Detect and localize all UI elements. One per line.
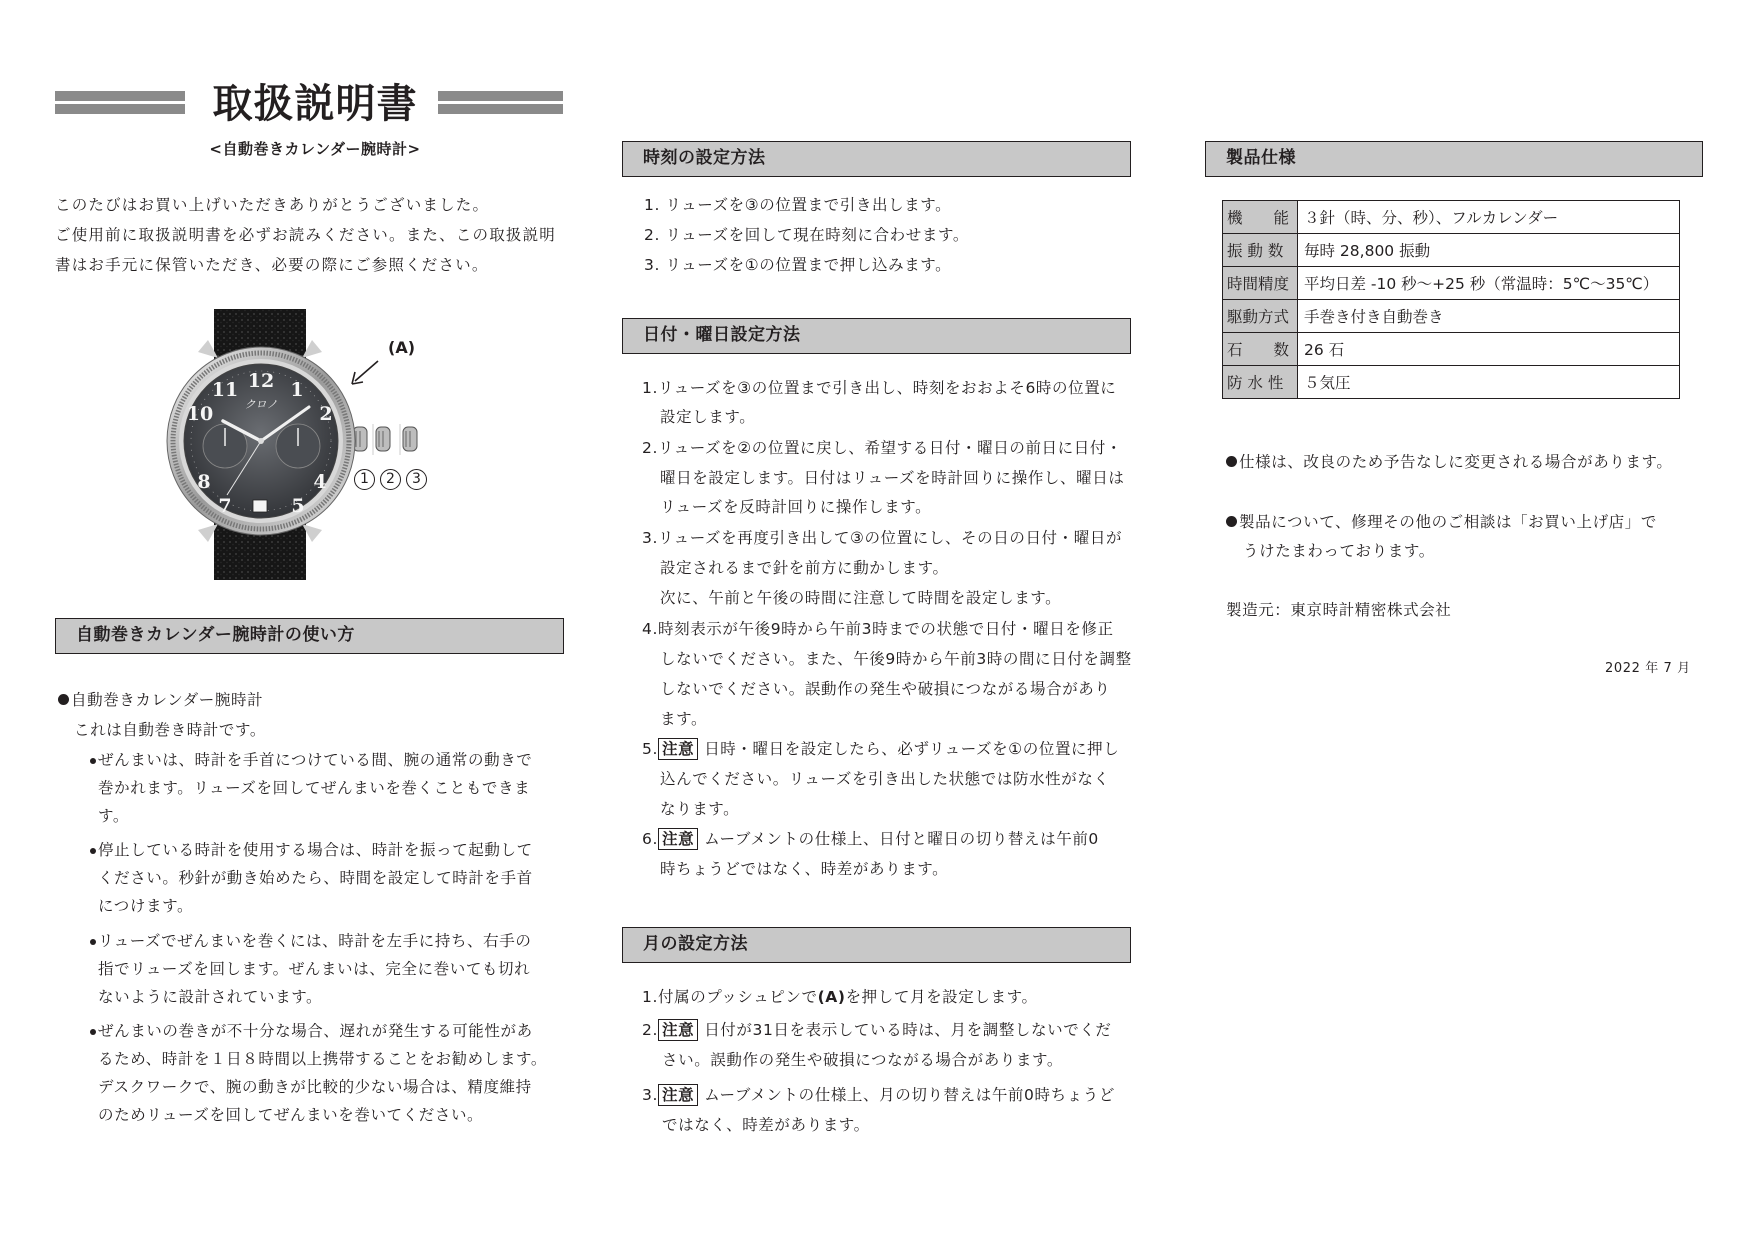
spec-value: 手巻き付き自動巻き: [1298, 300, 1680, 333]
table-row: [1223, 366, 1680, 399]
time-step: 2. リューズを回して現在時刻に合わせます。: [644, 226, 969, 244]
title-stripe-left-bottom: [55, 104, 185, 114]
svg-text:2: 2: [319, 403, 333, 425]
usage-bullet-line: につけます。: [98, 897, 194, 915]
date-step-line: なります。: [660, 800, 740, 818]
date-step-5: 5. 注意 日時・曜日を設定したら、必ずリューズを①の位置に押し: [642, 740, 1120, 758]
date-step-line: 設定されるまで針を前方に動かします。: [660, 559, 949, 577]
svg-text:クロノ: クロノ: [244, 398, 278, 411]
date-step-line: しないでください。また、午後9時から午前3時の間に日付を調整: [660, 650, 1132, 668]
month-step-line: さい。誤動作の発生や破損につながる場合があります。: [662, 1051, 1063, 1069]
usage-bullet-line: ください。秒針が動き始めたら、時間を設定して時計を手首: [98, 869, 533, 887]
specs-heading: 製品仕様: [1205, 141, 1703, 177]
intro-line: このたびはお買い上げいただきありがとうございました。: [55, 196, 490, 214]
usage-heading: 自動巻きカレンダー腕時計の使い方: [55, 618, 564, 654]
bullet-icon: [90, 939, 96, 945]
spec-value: ５気圧: [1298, 366, 1680, 399]
date-step-line: 設定します。: [660, 408, 756, 426]
caution-tag: 注意: [658, 828, 698, 850]
svg-text:8: 8: [197, 471, 211, 493]
spec-label: 防 水 性: [1223, 366, 1298, 399]
usage-bullet-line: デスクワークで、腕の動きが比較的少ない場合は、精度維持: [98, 1078, 532, 1096]
crown-position-1-label: 1: [354, 469, 375, 490]
month-step-2: 2. 注意 日付が31日を表示している時は、月を調整しないでくだ: [642, 1021, 1112, 1039]
spec-label: 石 数: [1223, 333, 1298, 366]
usage-bullet: ぜんまいの巻きが不十分な場合、遅れが発生する可能性があ: [90, 1019, 533, 1041]
spec-note: 製品について、修理その他のご相談は「お買い上げ店」で: [1226, 510, 1657, 532]
crown-position-labels: [354, 468, 432, 490]
table-row: [1223, 267, 1680, 300]
date-step-line: 3.リューズを再度引き出して③の位置にし、その日の日付・曜日が: [642, 529, 1123, 547]
date-step-line: 時ちょうどではなく、時差があります。: [660, 860, 949, 878]
intro-line: 書はお手元に保管いただき、必要の際にご参照ください。: [55, 256, 489, 274]
usage-bullet: ぜんまいは、時計を手首につけている間、腕の通常の動きで: [90, 748, 532, 770]
title-stripe-left-top: [55, 91, 185, 101]
date-step-line: 4.時刻表示が午後9時から午前3時までの状態で日付・曜日を修正: [642, 620, 1114, 638]
crown-position-2-label: 2: [380, 469, 401, 490]
crown-pos-2: [373, 424, 390, 455]
usage-bullet-line: るため、時計を１日８時間以上携帯することをお勧めします。: [98, 1050, 547, 1068]
time-setting-heading: 時刻の設定方法: [622, 141, 1131, 177]
intro-line: ご使用前に取扱説明書を必ずお読みください。また、この取扱説明: [55, 226, 557, 244]
svg-text:12: 12: [247, 370, 275, 392]
time-step: 1. リューズを③の位置まで引き出します。: [644, 196, 952, 214]
bullet-icon: [58, 694, 69, 705]
spec-note: 仕様は、改良のため予告なしに変更される場合があります。: [1226, 450, 1672, 472]
date-step-line: しないでください。誤動作の発生や破損につながる場合があり: [660, 680, 1111, 698]
bullet-icon: [1226, 516, 1237, 527]
title-stripe-right-top: [438, 91, 563, 101]
svg-text:1: 1: [290, 379, 304, 401]
intro-paragraph: [55, 190, 575, 280]
spec-value: ３針（時、分、秒）、フルカレンダー: [1298, 201, 1680, 234]
usage-item-title: 自動巻きカレンダー腕時計: [58, 688, 263, 710]
table-row: [1223, 234, 1680, 267]
month-step-1: 1.付属のプッシュピンで(A)を押して月を設定します。: [642, 988, 1038, 1006]
time-step: 3. リューズを①の位置まで押し込みます。: [644, 256, 952, 274]
usage-bullet-line: ないように設計されています。: [98, 988, 323, 1006]
svg-text:5: 5: [291, 495, 305, 517]
table-row: [1223, 201, 1680, 234]
date-step-line: リューズを反時計回りに操作します。: [660, 498, 932, 516]
pusher-label: (A): [388, 338, 416, 357]
caution-tag: 注意: [658, 738, 698, 760]
svg-text:10: 10: [186, 403, 214, 425]
usage-lead: これは自動巻き時計です。: [74, 721, 266, 739]
date-setting-heading: 日付・曜日設定方法: [622, 318, 1131, 354]
date-step-line: 曜日を設定します。日付はリューズを時計回りに操作し、曜日は: [660, 469, 1125, 487]
bullet-icon: [90, 848, 96, 854]
date-step-line: ます。: [660, 710, 708, 728]
date-step-6: 6. 注意 ムーブメントの仕様上、日付と曜日の切り替えは午前0: [642, 830, 1099, 848]
table-row: [1223, 300, 1680, 333]
table-row: [1223, 333, 1680, 366]
spec-value: 26 石: [1298, 333, 1680, 366]
title-stripe-right-bottom: [438, 104, 563, 114]
page-subtitle: <自動巻きカレンダー腕時計>: [209, 140, 421, 158]
usage-bullet-line: す。: [98, 807, 129, 825]
caution-tag: 注意: [658, 1084, 698, 1106]
page-title: 取扱説明書: [212, 80, 418, 127]
crown-pos-3: [400, 424, 417, 455]
spec-label: 機 能: [1223, 201, 1298, 234]
caution-tag: 注意: [658, 1019, 698, 1041]
usage-bullet-line: 指でリューズを回します。ぜんまいは、完全に巻いても切れ: [98, 960, 531, 978]
date-step-line: 込んでください。リューズを引き出した状態では防水性がなく: [660, 770, 1110, 788]
month-setting-heading: 月の設定方法: [622, 927, 1131, 963]
bullet-icon: [1226, 456, 1237, 467]
spec-table: [1222, 200, 1680, 399]
bullet-icon: [90, 758, 96, 764]
crown-position-3-label: 3: [406, 469, 427, 490]
date-step-line: 2.リューズを②の位置に戻し、希望する日付・曜日の前日に日付・: [642, 439, 1123, 457]
svg-text:7: 7: [218, 495, 232, 517]
spec-label: 時間精度: [1223, 267, 1298, 300]
bullet-icon: [90, 1029, 96, 1035]
month-step-3: 3. 注意 ムーブメントの仕様上、月の切り替えは午前0時ちょうど: [642, 1086, 1115, 1104]
date-step-line: 1.リューズを③の位置まで引き出し、時刻をおおよそ6時の位置に: [642, 379, 1117, 397]
svg-text:11: 11: [211, 379, 239, 401]
svg-text:4: 4: [313, 471, 327, 493]
date-step-line: 次に、午前と午後の時間に注意して時間を設定します。: [660, 589, 1062, 607]
month-step-line: ではなく、時差があります。: [662, 1116, 870, 1134]
manufacturer: 製造元：東京時計精密株式会社: [1226, 601, 1452, 619]
usage-bullet-line: 巻かれます。リューズを回してぜんまいを巻くこともできま: [98, 779, 531, 797]
issue-date: 2022 年 7 月: [1605, 661, 1691, 676]
usage-bullet-line: のためリューズを回してぜんまいを巻いてください。: [98, 1106, 484, 1124]
spec-label: 駆動方式: [1223, 300, 1298, 333]
spec-note-line: うけたまわっております。: [1243, 542, 1435, 560]
spec-value: 毎時 28,800 振動: [1298, 234, 1680, 267]
spec-value: 平均日差 -10 秒～+25 秒（常温時：5℃～35℃）: [1298, 267, 1680, 300]
spec-label: 振 動 数: [1223, 234, 1298, 267]
watch-illustration: [150, 300, 450, 590]
usage-bullet: 停止している時計を使用する場合は、時計を振って起動して: [90, 838, 533, 860]
usage-bullet: リューズでぜんまいを巻くには、時計を左手に持ち、右手の: [90, 929, 531, 951]
